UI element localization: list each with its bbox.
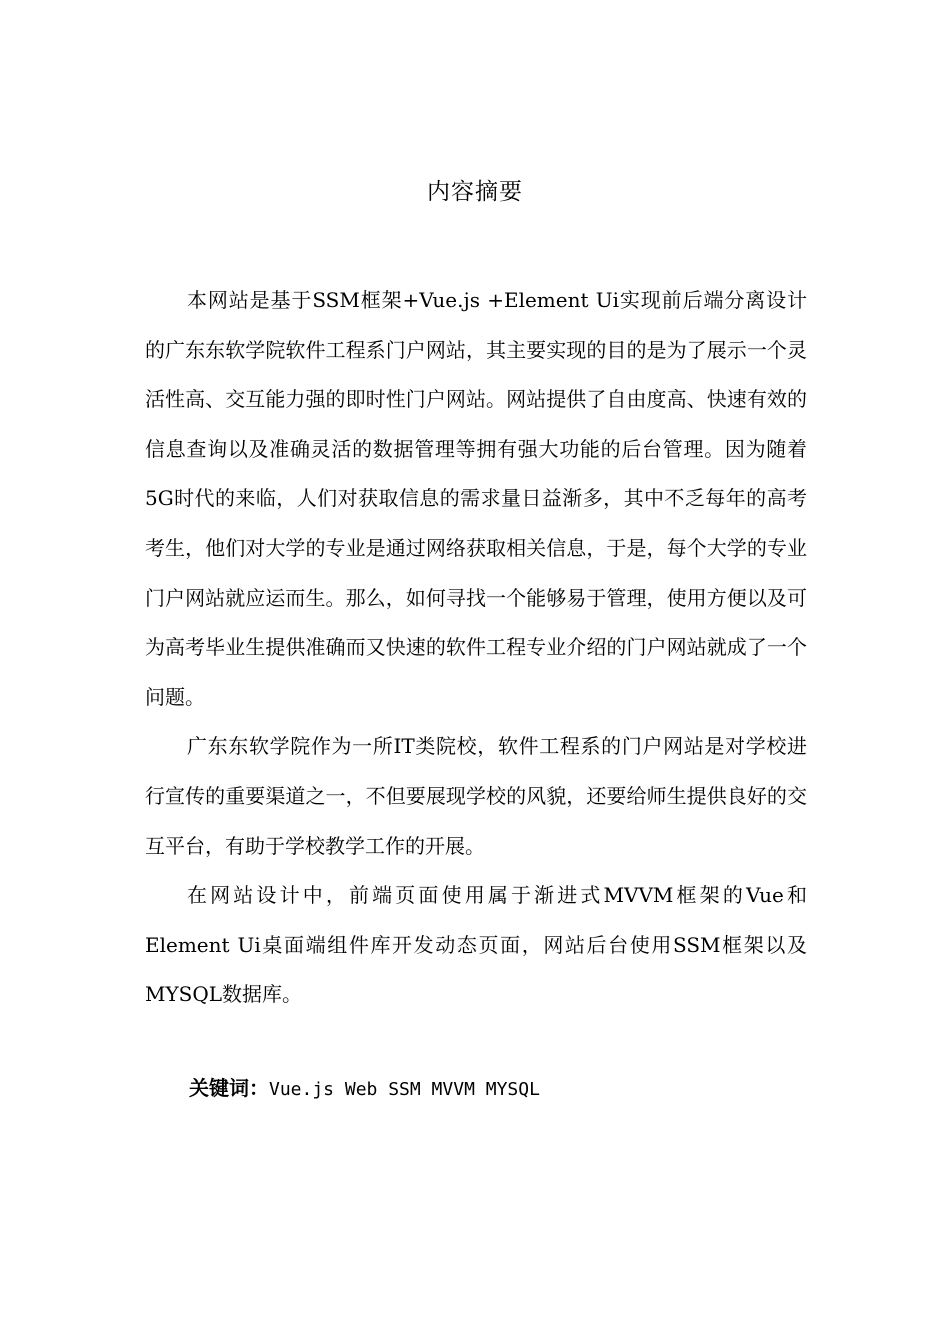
keywords-values: Vue.js Web SSM MVVM MYSQL bbox=[269, 1079, 540, 1100]
abstract-body bbox=[145, 276, 807, 1020]
abstract-paragraph-1: 本网站是基于SSM框架+Vue.js +Element Ui实现前后端分离设计的广东东软学院软件工程系门户网站，其主要实现的目的是为了展示一个灵活性高、交互能力强的即时性门户网站。网站提供了自由度高、快速有效的信息查询以及准确灵活的数据管理等拥有强大功能的后台管理。因为随着5G时代的来临，人们对获取信息的需求量日益渐多，其中不乏每年的高考考生，他们对大学的专业是通过网络获取相关信息，于是，每个大学的专业门户网站就应运而生。那么，如何寻找一个能够易于管理，使用方便以及可为高考毕业生提供准确而又快速的软件工程专业介绍的门户网站就成了一个问题。 bbox=[145, 288, 807, 709]
abstract-paragraph-2: 广东东软学院作为一所IT类院校，软件工程系的门户网站是对学校进行宣传的重要渠道之一，不但要展现学校的风貌，还要给师生提供良好的交互平台，有助于学校教学工作的开展。 bbox=[145, 734, 807, 858]
keywords-line bbox=[189, 1072, 809, 1106]
abstract-paragraph-3: 在网站设计中，前端页面使用属于渐进式MVVM框架的Vue和Element Ui桌面端组件库开发动态页面，网站后台使用SSM框架以及MYSQL数据库。 bbox=[145, 883, 807, 1007]
keywords-label: 关键词： bbox=[189, 1076, 269, 1100]
page-title: 内容摘要 bbox=[427, 179, 523, 205]
